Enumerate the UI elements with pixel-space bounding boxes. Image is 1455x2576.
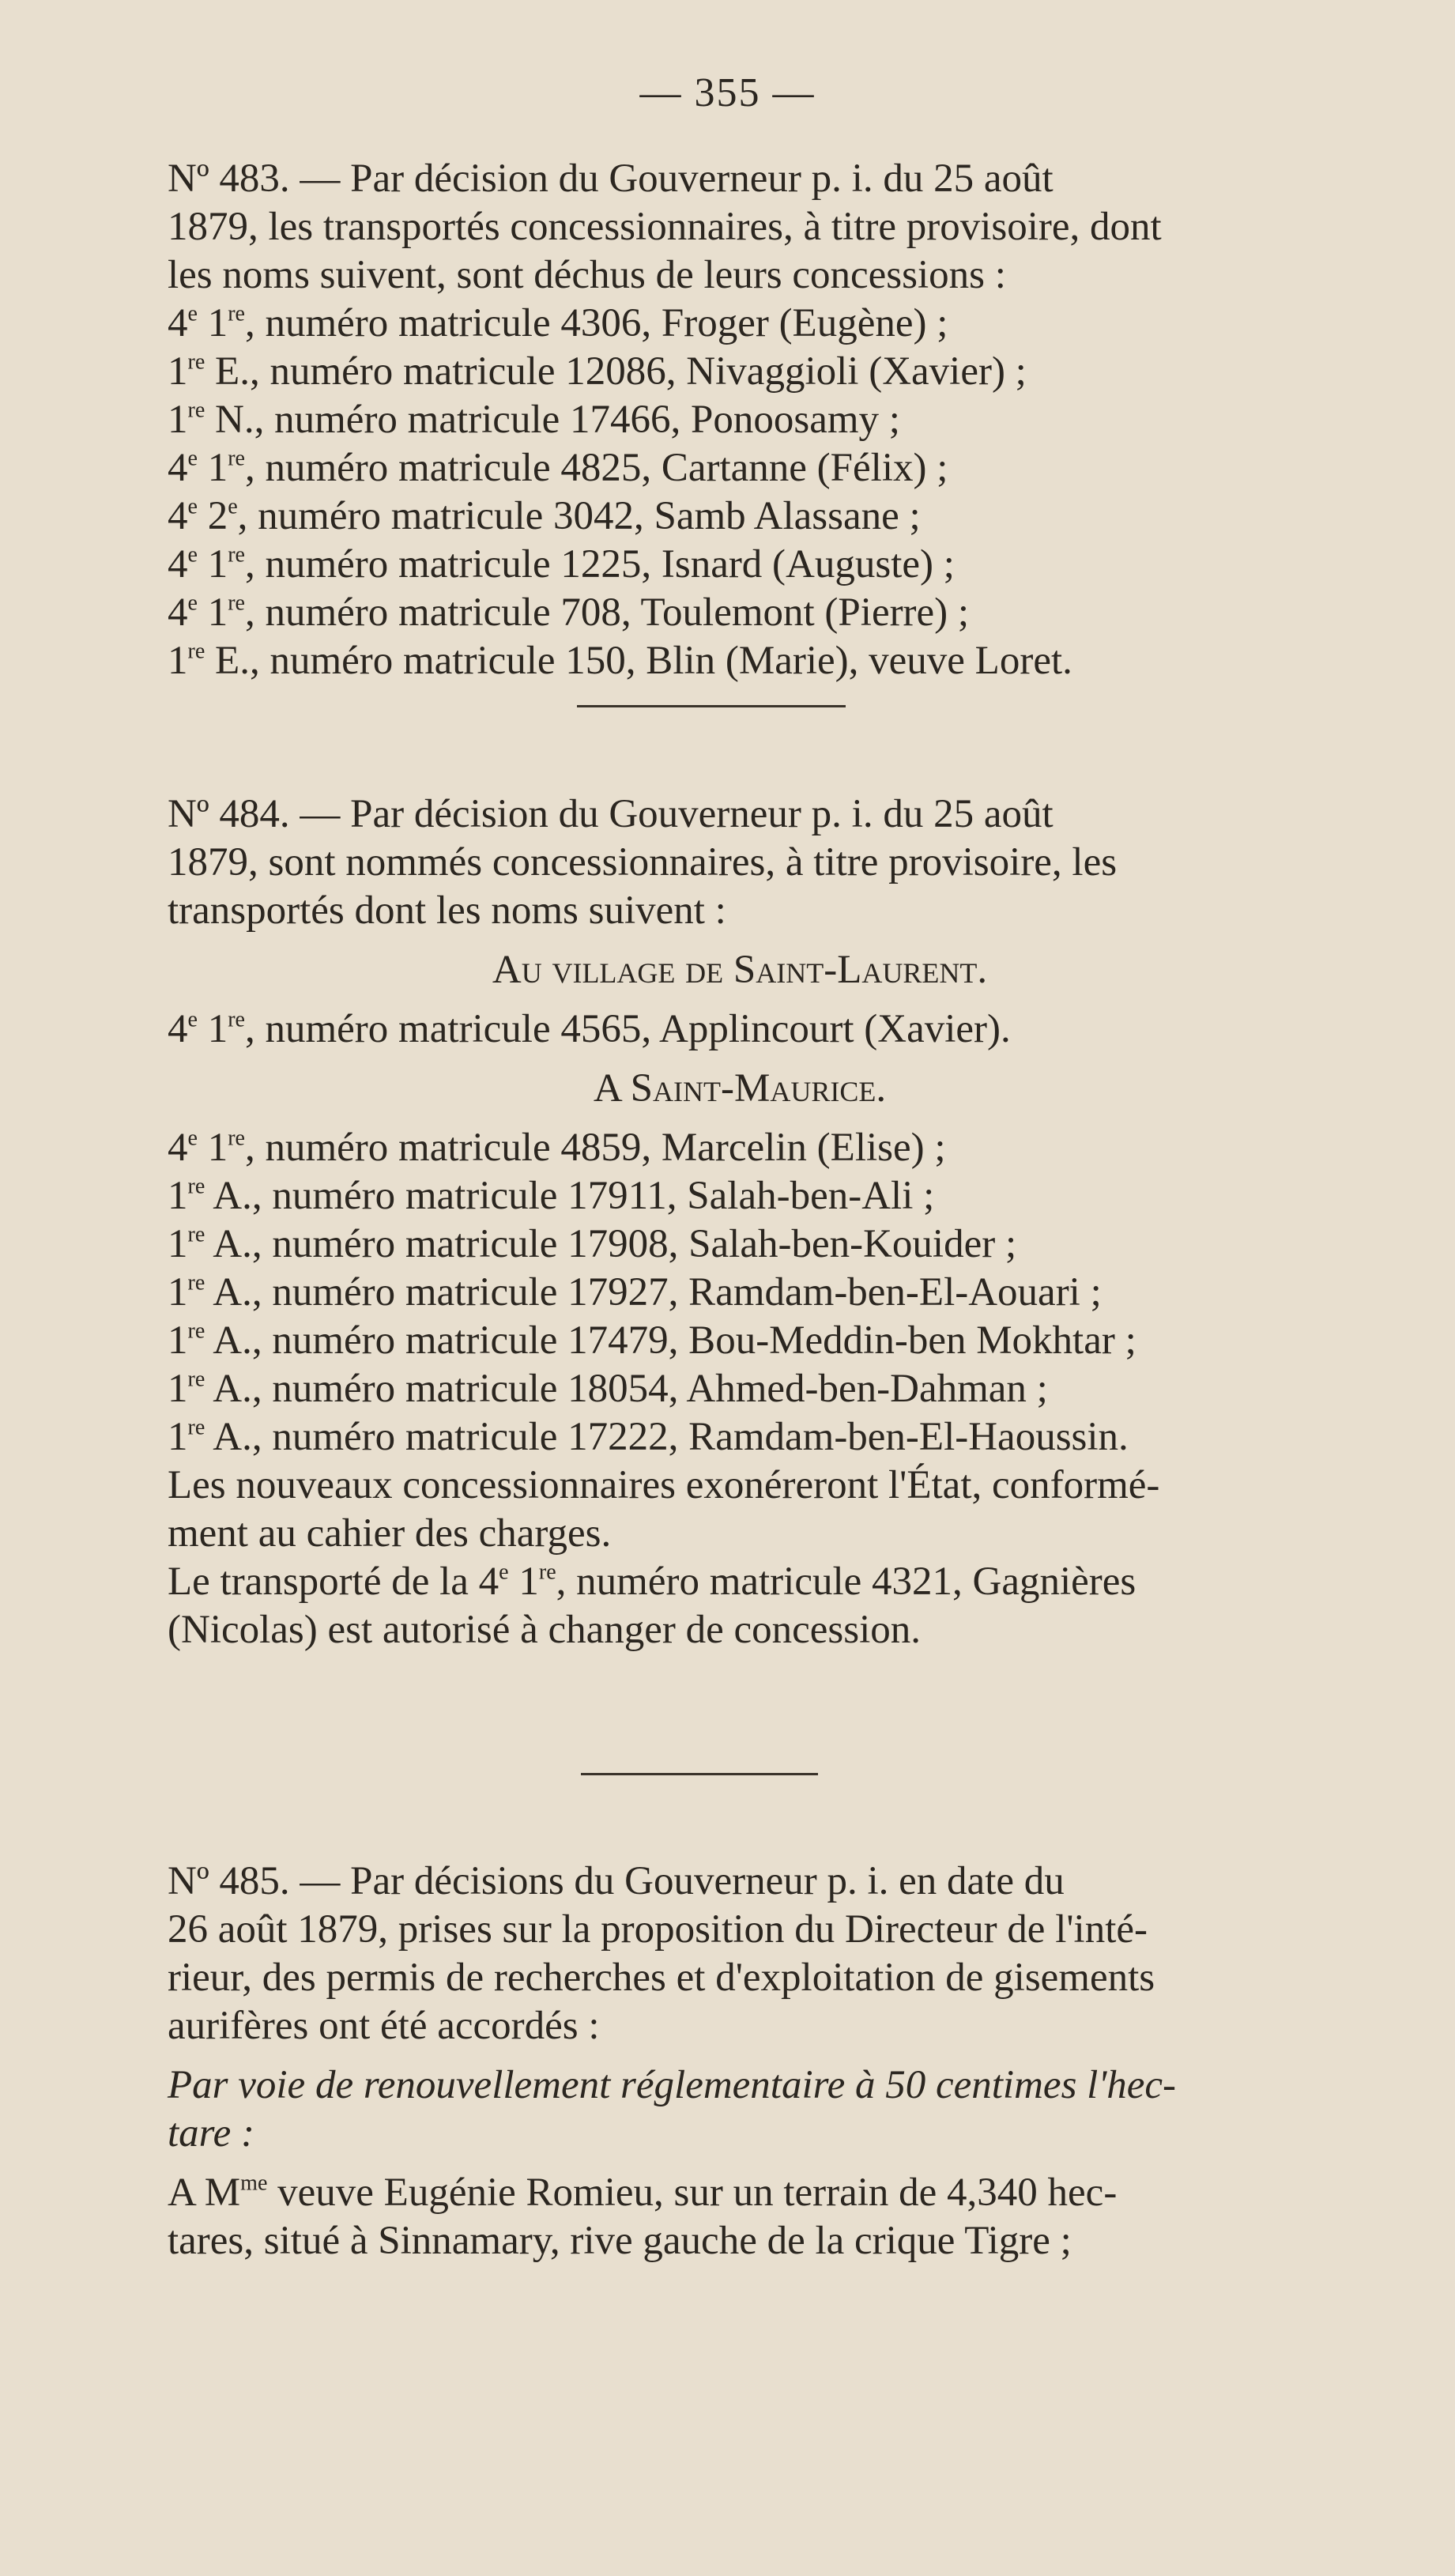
entry-class: 1	[168, 1222, 188, 1266]
decree-483-intro-line: les noms suivent, sont déchus de leurs concessions :	[168, 253, 1006, 297]
decree-484-list	[168, 1124, 1312, 1461]
entry-text: , numéro matricule 17908, Salah-ben-Kouider ;	[251, 1222, 1017, 1266]
entry-line	[168, 1413, 1312, 1461]
entry-class2: 1	[197, 301, 228, 345]
entry-class2-sup: re	[228, 301, 245, 326]
entry-class2: A.	[205, 1174, 252, 1218]
entry-text: , numéro matricule 150, Blin (Marie), veuve Loret.	[249, 639, 1072, 683]
entry-class2: 1	[197, 446, 228, 490]
entry-class-sup: re	[187, 398, 205, 423]
entry-text: , numéro matricule 4825, Cartanne (Félix) ;	[245, 446, 948, 490]
decree-484-intro-line: 1879, sont nommés concessionnaires, à titre provisoire, les	[168, 840, 1118, 884]
decree-483-intro-line: Nº 483. — Par décision du Gouverneur p. i. du 25 août	[168, 157, 1054, 201]
closing-sup: re	[538, 1560, 556, 1585]
decree-484	[168, 790, 1312, 1654]
permit-line: tares, situé à Sinnamary, rive gauche de la crique Tigre ;	[168, 2219, 1072, 2263]
entry-text: , numéro matricule 1225, Isnard (Auguste) ;	[245, 542, 955, 586]
entry-class-sup: re	[187, 1174, 205, 1199]
entry-class-sup: re	[187, 1270, 205, 1296]
entry-class2: A.	[205, 1415, 252, 1459]
entry-class: 1	[168, 639, 188, 683]
italic-heading-line: Par voie de renouvellement réglementaire à 50 centimes l'hec-	[168, 2063, 1176, 2107]
entry-text: , numéro matricule 4565, Applincourt (Xavier).	[245, 1007, 1011, 1051]
closing-line: Les nouveaux concessionnaires exonéreront l'État, conformé-	[168, 1463, 1160, 1507]
entry-line	[168, 1124, 1312, 1172]
decree-484-intro-line: transportés dont les noms suivent :	[168, 888, 726, 933]
entry-class2: A.	[205, 1367, 252, 1411]
decree-483	[168, 155, 1312, 685]
entry-class2: A.	[205, 1222, 252, 1266]
entry-class: 4	[168, 542, 188, 586]
entry-class: 4	[168, 590, 188, 635]
entry-line	[168, 1220, 1312, 1269]
entry-class2-sup: re	[228, 1126, 245, 1151]
entry-line	[168, 300, 1312, 348]
entry-class2: E.	[205, 349, 250, 394]
entry-class2: 1	[197, 1007, 228, 1051]
entry-class2-sup: re	[228, 590, 245, 616]
entry-class-sup: e	[187, 446, 198, 471]
entry-class: 1	[168, 1415, 188, 1459]
entry-line	[168, 1317, 1312, 1365]
closing-line	[168, 1558, 1312, 1606]
entry-class-sup: re	[187, 1415, 205, 1440]
entry-line	[168, 1365, 1312, 1413]
entry-text: , numéro matricule 18054, Ahmed-ben-Dahman ;	[251, 1367, 1048, 1411]
entry-class: 1	[168, 1367, 188, 1411]
closing-text: 1	[508, 1560, 539, 1604]
entry-line	[168, 444, 1312, 492]
closing-text: , numéro matricule 4321, Gagnières	[556, 1560, 1136, 1604]
entry-class-sup: e	[187, 1126, 198, 1151]
entry-class-sup: e	[187, 590, 198, 616]
entry-class2: E.	[205, 639, 250, 683]
entry-line	[168, 1269, 1312, 1317]
entry-text: , numéro matricule 17911, Salah-ben-Ali ;	[251, 1174, 935, 1218]
entry-class: 4	[168, 1126, 188, 1170]
decree-485-intro-line: Nº 485. — Par décisions du Gouverneur p. i. en date du	[168, 1859, 1065, 1903]
permit-text: veuve Eugénie Romieu, sur un terrain de 4,340 hec-	[267, 2171, 1118, 2215]
closing-line: (Nicolas) est autorisé à changer de concession.	[168, 1608, 922, 1652]
entry-line	[168, 541, 1312, 589]
entry-class2-sup: re	[228, 446, 245, 471]
permit-text: A M	[168, 2171, 241, 2215]
permit-line	[168, 2169, 1312, 2217]
entry-line	[168, 1005, 1312, 1054]
entry-line	[168, 396, 1312, 444]
entry-class2: N.	[205, 398, 254, 442]
entry-class2: 1	[197, 542, 228, 586]
decree-485-intro-line: aurifères ont été accordés :	[168, 2004, 600, 2048]
entry-text: , numéro matricule 17222, Ramdam-ben-El-Haoussin.	[251, 1415, 1129, 1459]
entry-text: , numéro matricule 17466, Ponoosamy ;	[254, 398, 900, 442]
entry-text: , numéro matricule 17927, Ramdam-ben-El-Aouari ;	[251, 1270, 1102, 1314]
entry-class: 1	[168, 1270, 188, 1314]
entry-class-sup: re	[187, 349, 205, 375]
entry-text: , numéro matricule 708, Toulemont (Pierre) ;	[245, 590, 970, 635]
section-divider	[577, 705, 846, 707]
decree-483-intro-line: 1879, les transportés concessionnaires, à titre provisoire, dont	[168, 205, 1162, 249]
entry-text: , numéro matricule 4859, Marcelin (Elise) ;	[245, 1126, 946, 1170]
entry-class-sup: e	[187, 494, 198, 519]
entry-class-sup: re	[187, 1367, 205, 1392]
entry-class: 4	[168, 1007, 188, 1051]
entry-text: , numéro matricule 4306, Froger (Eugène) ;	[245, 301, 948, 345]
entry-class2-sup: re	[228, 542, 245, 568]
entry-line	[168, 492, 1312, 541]
entry-class-sup: e	[187, 301, 198, 326]
entry-class2: 1	[197, 1126, 228, 1170]
location-heading: Au village de Saint-Laurent.	[492, 948, 988, 992]
entry-class-sup: re	[187, 1318, 205, 1344]
entry-class: 4	[168, 446, 188, 490]
entry-class-sup: e	[187, 542, 198, 568]
entry-line	[168, 1172, 1312, 1220]
closing-text: Le transporté de la 4	[168, 1560, 499, 1604]
section-divider	[581, 1773, 818, 1775]
entry-line	[168, 589, 1312, 637]
closing-line: ment au cahier des charges.	[168, 1511, 612, 1556]
entry-class: 4	[168, 301, 188, 345]
entry-class-sup: re	[187, 1222, 205, 1247]
entry-class2-sup: re	[228, 1007, 245, 1032]
entry-line	[168, 348, 1312, 396]
italic-heading-line: tare :	[168, 2111, 254, 2155]
entry-class-sup: e	[187, 1007, 198, 1032]
page-number: — 355 —	[639, 70, 816, 115]
entry-class: 4	[168, 494, 188, 538]
entry-class2: 2	[197, 494, 228, 538]
entry-class: 1	[168, 349, 188, 394]
entry-class2: A.	[205, 1318, 252, 1363]
entry-text: , numéro matricule 12086, Nivaggioli (Xavier) ;	[249, 349, 1027, 394]
entry-class: 1	[168, 1174, 188, 1218]
entry-class2-sup: e	[228, 494, 238, 519]
entry-text: , numéro matricule 3042, Samb Alassane ;	[237, 494, 921, 538]
decree-485-intro-line: 26 août 1879, prises sur la proposition du Directeur de l'inté-	[168, 1907, 1148, 1952]
decree-485	[168, 1858, 1312, 2265]
location-heading: A Saint-Maurice.	[593, 1066, 887, 1111]
decree-483-list	[168, 300, 1312, 685]
entry-text: , numéro matricule 17479, Bou-Meddin-ben Mokhtar ;	[251, 1318, 1136, 1363]
permit-sup: me	[240, 2171, 268, 2196]
decree-485-intro-line: rieur, des permis de recherches et d'exploitation de gisements	[168, 1956, 1155, 2000]
entry-class2: A.	[205, 1270, 252, 1314]
closing-sup: e	[499, 1560, 509, 1585]
entry-class: 1	[168, 398, 188, 442]
entry-class-sup: re	[187, 639, 205, 664]
entry-line	[168, 637, 1312, 685]
entry-class: 1	[168, 1318, 188, 1363]
decree-484-intro-line: Nº 484. — Par décision du Gouverneur p. i. du 25 août	[168, 792, 1054, 836]
entry-class2: 1	[197, 590, 228, 635]
